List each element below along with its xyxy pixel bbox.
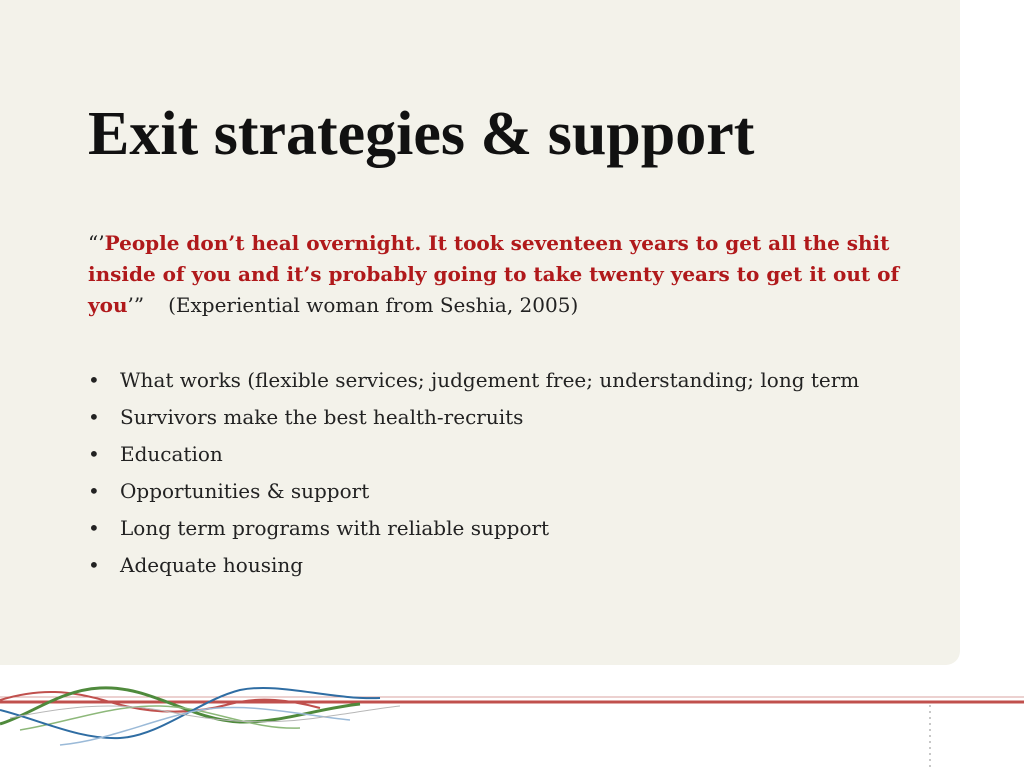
quote-close-mark: ’” xyxy=(127,293,145,317)
quote-text: People don’t heal overnight. It took seventeen years to get all the shit inside of you and it’s probably going to take twenty years to get it out of you xyxy=(88,231,900,317)
list-item xyxy=(88,510,948,547)
quote-attribution: (Experiential woman from Seshia, 2005) xyxy=(168,293,579,317)
bullet-list xyxy=(88,362,948,584)
bullet-icon: • xyxy=(88,442,100,466)
quote-open-mark: “’ xyxy=(88,231,105,255)
list-item xyxy=(88,436,948,473)
bullet-text: Opportunities & support xyxy=(120,479,370,503)
list-item xyxy=(88,399,948,436)
bullet-text: What works (flexible services; judgement free; understanding; long term xyxy=(120,368,860,392)
list-item xyxy=(88,547,948,584)
bullet-text: Adequate housing xyxy=(120,553,304,577)
decorative-waves xyxy=(0,660,1024,768)
bullet-icon: • xyxy=(88,405,100,429)
bullet-icon: • xyxy=(88,479,100,503)
blue-wave xyxy=(0,688,380,738)
quote-block xyxy=(88,228,938,321)
bullet-text: Survivors make the best health-recruits xyxy=(120,405,524,429)
list-item xyxy=(88,473,948,510)
bullet-icon: • xyxy=(88,516,100,540)
list-item xyxy=(88,362,948,399)
bullet-text: Long term programs with reliable support xyxy=(120,516,550,540)
bullet-icon: • xyxy=(88,368,100,392)
bullet-icon: • xyxy=(88,553,100,577)
bullet-text: Education xyxy=(120,442,223,466)
slide-title: Exit strategies & support xyxy=(88,100,755,168)
green-wave xyxy=(0,688,360,724)
